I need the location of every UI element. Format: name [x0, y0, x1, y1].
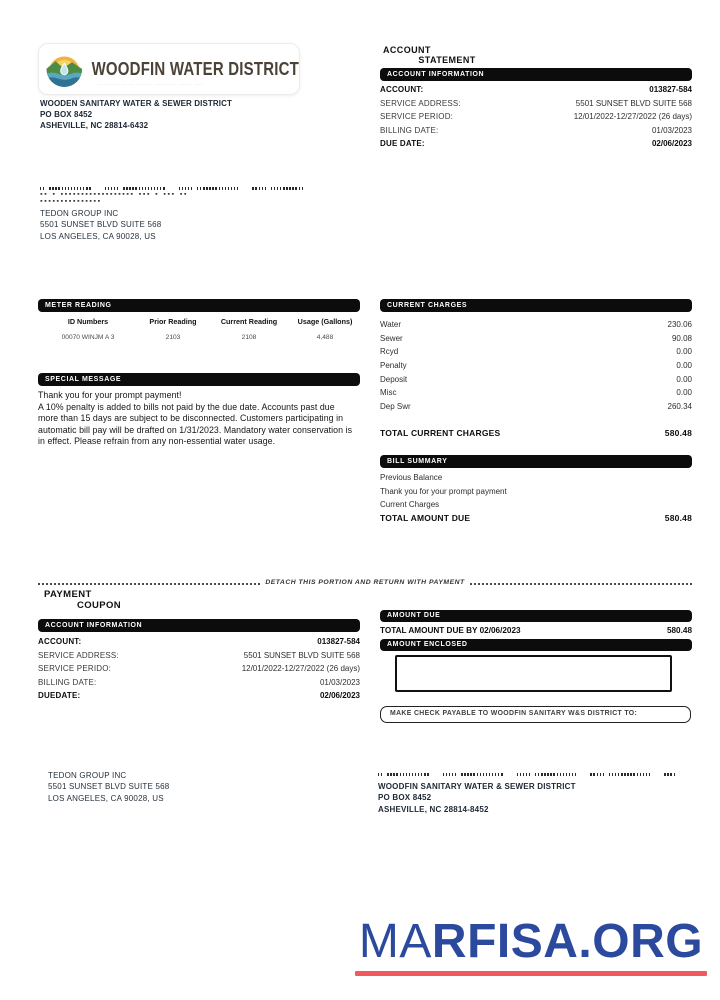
summary-current-charges: Current Charges	[380, 500, 440, 510]
meter-col-header: Current Reading	[220, 317, 278, 326]
special-message-header: SPECIAL MESSAGE	[38, 373, 360, 386]
charge-row-misc: Misc 0.00	[380, 388, 692, 398]
account-row: ACCOUNT: 013827-584	[380, 85, 692, 94]
account-info-table	[380, 85, 692, 153]
detach-notice: DETACH THIS PORTION AND RETURN WITH PAYMENT	[261, 579, 468, 586]
charge-row-dep-swr: Dep Swr 260.34	[380, 402, 692, 412]
postal-barcode-icon	[40, 179, 308, 190]
account-info-header: ACCOUNT INFORMATION	[380, 68, 692, 81]
footer-underline	[355, 971, 707, 976]
meter-current-value: 2108	[241, 334, 257, 341]
statement-title	[383, 45, 511, 65]
amount-enclosed-box	[395, 655, 672, 692]
coupon-title-line1: PAYMENT	[44, 589, 92, 600]
current-charges-header: CURRENT CHARGES	[380, 299, 692, 312]
remit-postal-barcode-icon	[378, 765, 680, 776]
statement-title-line2: STATEMENT	[418, 55, 476, 65]
district-line: WOODFIN SANITARY WATER & SEWER DISTRICT	[378, 782, 576, 791]
coupon-service-address-row: SERVICE ADDRESS: 5501 SUNSET BLVD SUITE 568	[38, 650, 360, 660]
bill-summary-table	[380, 473, 692, 514]
logo-tagline: ·· ········ ·· ······ ········ ····· ···	[97, 82, 204, 87]
logo-card	[38, 43, 300, 95]
meter-col-header: ID Numbers	[67, 317, 109, 326]
charge-row-rcyd: Rcyd 0.00	[380, 347, 692, 357]
sender-address	[40, 99, 232, 131]
amount-due-row: TOTAL AMOUNT DUE BY 02/06/2023 580.48	[380, 626, 692, 635]
sender-line: PO BOX 8452	[40, 109, 93, 119]
recipient-line: TEDON GROUP INC	[40, 209, 119, 218]
coupon-service-period-row: SERVICE PERIDO: 12/01/2022-12/27/2022 (26 days)	[38, 664, 360, 673]
special-message-body: A 10% penalty is added to bills not paid by the due date. Accounts past due more than 15 days are subject to be disconnected. Customers participating in automatic bill pay will be drafted on 1/31/2023. Mandatory water conservation is in effect. Please refrain from any non-essential water usage.	[38, 401, 353, 447]
amount-due-header: AMOUNT DUE	[380, 610, 692, 622]
total-current-charges-row: TOTAL CURRENT CHARGES 580.48	[380, 428, 692, 438]
recipient-line: 5501 SUNSET BLVD SUITE 568	[40, 220, 162, 230]
customer-line: 5501 SUNSET BLVD SUITE 568	[48, 782, 170, 792]
statement-title-line1: ACCOUNT	[383, 45, 431, 55]
woodfin-logo-icon	[45, 49, 84, 89]
bill-summary-header: BILL SUMMARY	[380, 455, 692, 468]
sender-line: WOODEN SANITARY WATER & SEWER DISTRICT	[40, 99, 232, 108]
recipient-address	[40, 208, 161, 242]
coupon-customer-address	[48, 770, 169, 804]
district-line: ASHEVILLE, NC 28814-8452	[378, 804, 489, 814]
customer-line: TEDON GROUP INC	[48, 771, 127, 780]
logo-title: WOODFIN WATER DISTRICT	[91, 58, 299, 80]
amount-enclosed-header: AMOUNT ENCLOSED	[380, 639, 692, 651]
coupon-due-date-row: DUEDATE: 02/06/2023	[38, 691, 360, 700]
charge-row-deposit: Deposit 0.00	[380, 374, 692, 384]
customer-line: LOS ANGELES, CA 90028, US	[48, 793, 164, 803]
charge-row-sewer: Sewer 90.08	[380, 333, 692, 343]
coupon-account-info-header: ACCOUNT INFORMATION	[38, 619, 360, 632]
billing-date-row: BILLING DATE: 01/03/2023	[380, 125, 692, 135]
detach-line	[38, 579, 692, 586]
mail-sort-code: ▪▪▪▪▪▪▪▪▪▪▪▪▪▪▪	[40, 199, 102, 204]
due-date-row: DUE DATE: 02/06/2023	[380, 139, 692, 148]
payment-coupon-title	[44, 589, 154, 611]
recipient-line: LOS ANGELES, CA 90028, US	[40, 231, 156, 241]
coupon-title-line2: COUPON	[76, 600, 122, 611]
district-remit-address	[378, 781, 576, 815]
meter-col-header: Usage (Gallons)	[297, 317, 353, 326]
meter-usage-value: 4,488	[316, 334, 334, 341]
summary-prompt-payment: Thank you for your prompt payment	[380, 486, 507, 496]
charge-row-penalty: Penalty 0.00	[380, 361, 692, 371]
district-line: PO BOX 8452	[378, 793, 432, 803]
coupon-account-row: ACCOUNT: 013827-584	[38, 637, 360, 646]
service-address-row: SERVICE ADDRESS: 5501 SUNSET BLVD SUITE 568	[380, 98, 692, 108]
service-period-row: SERVICE PERIOD: 12/01/2022-12/27/2022 (26 days)	[380, 112, 692, 121]
meter-id-value: 00070 WINJM A 3	[61, 334, 115, 341]
meter-col-header: Prior Reading	[149, 317, 197, 326]
meter-prior-value: 2103	[165, 334, 181, 341]
mail-sort-code: ▪▪ ▪ ▪▪▪▪▪▪▪▪▪▪▪▪▪▪▪▪▪▪ ▪▪▪ ▪ ▪▪▪ ▪▪	[40, 192, 188, 197]
footer-brand-bold: RFISA.ORG	[431, 915, 704, 968]
current-charges-table	[380, 320, 692, 416]
sender-line: ASHEVILLE, NC 28814-6432	[40, 120, 149, 130]
footer-brand-light: MA	[358, 915, 432, 968]
coupon-account-info-table	[38, 637, 360, 705]
charge-row-water: Water 230.06	[380, 320, 692, 329]
meter-reading-header: METER READING	[38, 299, 360, 312]
special-message-line1: Thank you for your prompt payment!	[38, 390, 182, 400]
meter-reading-table	[38, 317, 360, 341]
footer-brand	[352, 916, 710, 968]
summary-previous-balance: Previous Balance	[380, 473, 443, 482]
footer	[352, 916, 710, 976]
total-amount-due-row: TOTAL AMOUNT DUE 580.48	[380, 513, 692, 523]
coupon-billing-date-row: BILLING DATE: 01/03/2023	[38, 677, 360, 687]
make-check-payable-note: MAKE CHECK PAYABLE TO WOODFIN SANITARY W&S DISTRICT TO:	[380, 706, 691, 723]
special-message-text	[38, 390, 356, 448]
